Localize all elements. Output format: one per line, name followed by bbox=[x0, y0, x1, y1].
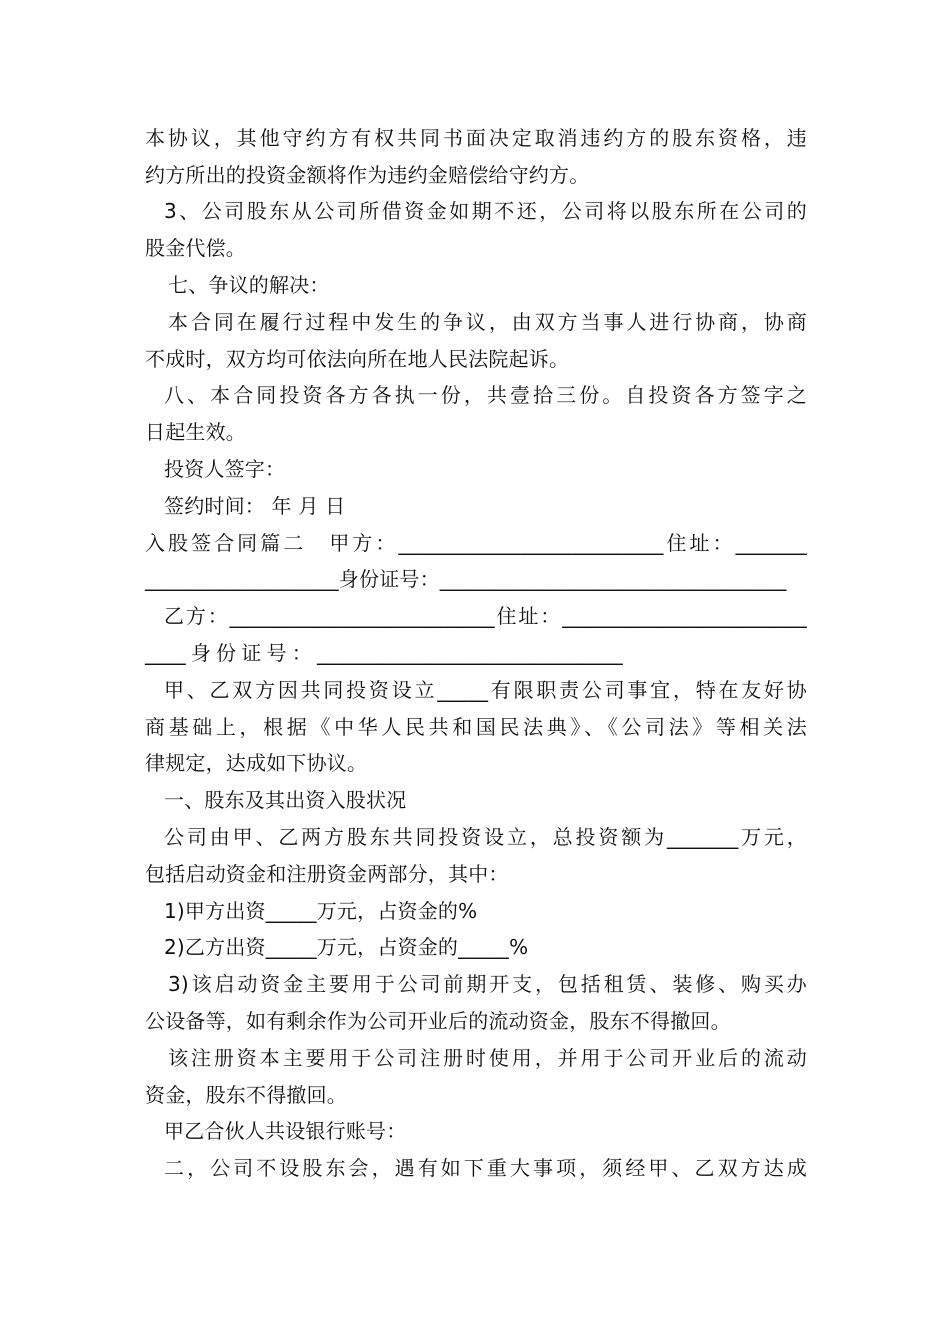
section-heading: 七、争议的解决： bbox=[168, 273, 330, 297]
text-line: 本协议，其他守约方有权共同书面决定取消违约方的股东资格，违 bbox=[145, 126, 807, 150]
text-line: 包括启动资金和注册资金两部分，其中： bbox=[145, 862, 509, 886]
text-line: 公司由甲、乙两方股东共同投资设立，总投资额为_______万元， bbox=[164, 825, 807, 849]
text-line: 日起生效。 bbox=[145, 420, 246, 444]
text-line: 签约时间： 年 月 日 bbox=[164, 494, 346, 518]
list-item: 3)该启动资金主要用于公司前期开支，包括租赁、装修、购买办 bbox=[168, 972, 807, 996]
text-line: 甲、乙双方因共同投资设立_____有限职责公司事宜，特在友好协 bbox=[164, 678, 807, 702]
text-line: 股金代偿。 bbox=[145, 236, 246, 260]
text-line: 商基础上，根据《中华人民共和国民法典》、《公司法》等相关法 bbox=[145, 715, 807, 739]
text-line: 入股签合同篇二 甲方：__________________________住址：_______ bbox=[145, 531, 807, 555]
text-line: 本合同在履行过程中发生的争议，由双方当事人进行协商，协商 bbox=[168, 310, 807, 334]
text-line: 乙方：__________________________住址：________________________ bbox=[164, 604, 807, 628]
text-line: 公设备等，如有剩余作为公司开业后的流动资金，股东不得撤回。 bbox=[145, 1009, 731, 1033]
text-line: ____身份证号：______________________________ bbox=[145, 641, 623, 665]
text-line: 资金，股东不得撤回。 bbox=[145, 1083, 347, 1107]
text-line: 二，公司不设股东会，遇有如下重大事项，须经甲、乙双方达成 bbox=[164, 1156, 807, 1180]
text-line: 八、本合同投资各方各执一份，共壹拾三份。自投资各方签字之 bbox=[164, 383, 807, 407]
text-line: 投资人签字： bbox=[164, 457, 286, 481]
section-heading: 一、股东及其出资入股状况 bbox=[164, 788, 407, 812]
text-line: 甲乙合伙人共设银行账号： bbox=[164, 1119, 407, 1143]
text-line: 该注册资本主要用于公司注册时使用，并用于公司开业后的流动 bbox=[168, 1046, 807, 1070]
text-line: 3、公司股东从公司所借资金如期不还，公司将以股东所在公司的 bbox=[164, 199, 807, 223]
list-item: 2)乙方出资_____万元，占资金的_____% bbox=[164, 935, 529, 959]
text-line: 律规定，达成如下协议。 bbox=[145, 751, 368, 775]
text-line: 约方所出的投资金额将作为违约金赔偿给守约方。 bbox=[145, 163, 590, 187]
text-line: 不成时，双方均可依法向所在地人民法院起诉。 bbox=[145, 347, 570, 371]
list-item: 1)甲方出资_____万元，占资金的% bbox=[164, 899, 478, 923]
text-line: ___________________身份证号：__________________________________ bbox=[145, 567, 787, 591]
